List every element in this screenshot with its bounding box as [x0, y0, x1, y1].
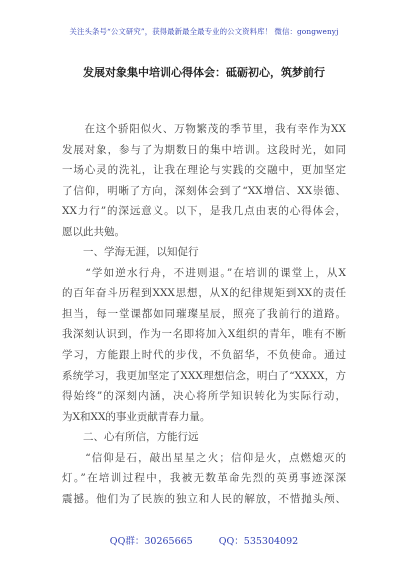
header-notice: 关注头条号“公文研究”，获得最新最全最专业的公文资料库！ 微信：gongwenyj: [69, 27, 339, 36]
section-heading-1: 一、学海无涯，以知促行: [62, 246, 199, 259]
body-line: 学习，方能跟上时代的步伐，不负韶华，不负使命。通过: [62, 349, 346, 362]
body-line: 了信仰，明晰了方向，深刻体会到了“XX增信、XX崇德、: [62, 184, 346, 197]
qq-number: QQ：535304092: [218, 536, 299, 547]
body-line: XX力行”的深远意义。以下，是我几点由衷的心得体会，: [62, 205, 346, 218]
document-body: [62, 119, 346, 509]
body-line: “信仰是石，敲出星星之火；信仰是火，点燃熄灭的: [62, 451, 346, 464]
body-line: 一场心灵的洗礼，让我在理论与实践的交融中，更加坚定: [62, 164, 346, 177]
body-line: 在这个骄阳似火、万物繁茂的季节里，我有幸作为XX: [62, 123, 346, 135]
body-line: 为X和XX的事业贡献青春力量。: [62, 410, 211, 423]
body-line: 愿以此共勉。: [62, 225, 125, 238]
body-line: 灯。”在培训过程中，我被无数革命先烈的英勇事迹深深: [62, 472, 346, 485]
body-line: 我深刻认识到，作为一名即将加入X组织的青年，唯有不断: [62, 328, 346, 341]
section-heading-2: 二、心有所信，方能行远: [62, 431, 199, 444]
body-line: “学如逆水行舟，不进则退。”在培训的课堂上，从X: [62, 266, 346, 279]
body-line: 发展对象，参与了为期数日的集中培训。这段时光，如同: [62, 143, 346, 156]
document-title: 发展对象集中培训心得体会：砥砺初心，筑梦前行: [83, 66, 325, 79]
body-line: 的百年奋斗历程到XXX思想，从X的纪律规矩到XX的责任: [62, 287, 346, 300]
qq-group-number: QQ群：30265665: [109, 536, 193, 547]
body-line: 担当，每一堂课都如同璀璨星辰，照亮了我前行的道路。: [62, 307, 346, 320]
body-line: 震撼。他们为了民族的独立和人民的解放，不惜抛头颅、: [62, 492, 346, 505]
body-line: 系统学习，我更加坚定了XXX理想信念，明白了“XXXX，方: [62, 369, 346, 382]
footer-contact: [0, 533, 408, 547]
body-line: 得始终”的深刻内涵，决心将所学知识转化为实际行动，: [62, 390, 346, 403]
